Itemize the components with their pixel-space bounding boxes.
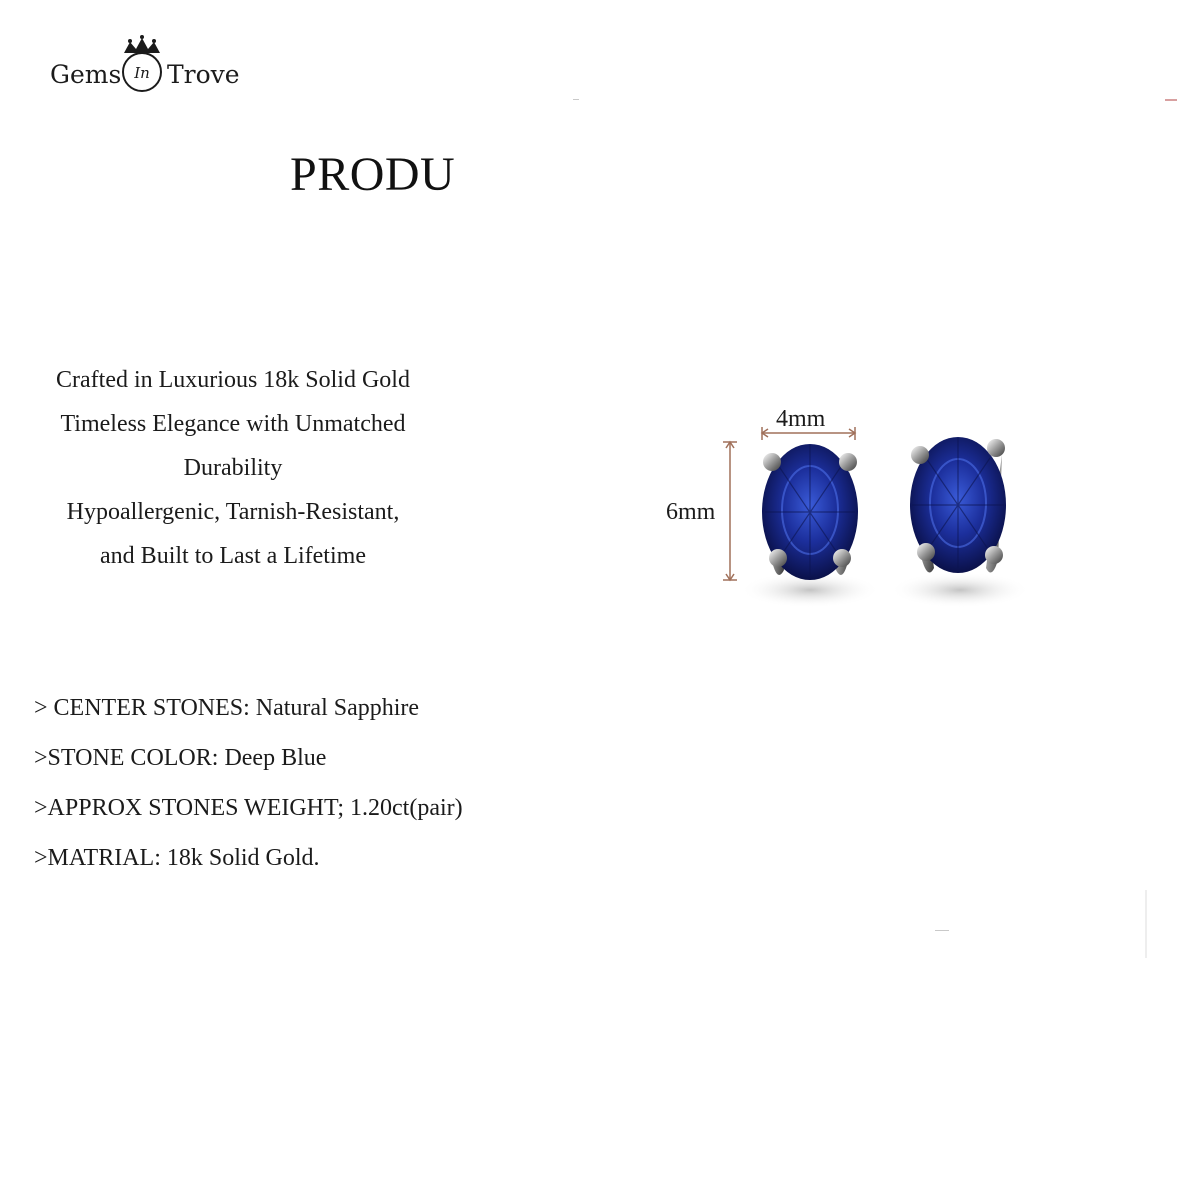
brand-emblem [118, 34, 166, 94]
image-artifact [935, 930, 949, 931]
image-artifact [573, 99, 579, 100]
feature-list [20, 358, 446, 578]
spec-stone-color: >STONE COLOR: Deep Blue [34, 745, 327, 771]
width-label: 4mm [776, 406, 826, 432]
height-label: 6mm [666, 499, 716, 525]
height-dimension-line [723, 442, 737, 580]
spec-stone-weight: >APPROX STONES WEIGHT; 1.20ct(pair) [34, 795, 463, 821]
feature-line: and Built to Last a Lifetime [100, 543, 366, 569]
brand-name-left: Gems [50, 60, 122, 89]
feature-line: Crafted in Luxurious 18k Solid Gold [56, 367, 410, 393]
spec-material: >MATRIAL: 18k Solid Gold. [34, 845, 320, 871]
spec-center-stones: > CENTER STONES: Natural Sapphire [34, 695, 420, 721]
feature-line: Hypoallergenic, Tarnish-Resistant, [66, 499, 400, 525]
image-artifact [1145, 890, 1147, 958]
image-artifact [1165, 99, 1177, 101]
feature-line: Timeless Elegance with Unmatched [60, 411, 406, 437]
sapphire-earrings-illustration [660, 400, 1060, 620]
page-title: PRODU [290, 148, 456, 201]
spec-list [34, 683, 594, 883]
feature-line: Durability [183, 455, 283, 481]
left-earring [740, 444, 880, 608]
brand-name-right: Trove [167, 60, 240, 89]
right-earring [890, 437, 1030, 608]
product-image[interactable] [660, 400, 1060, 620]
brand-logo[interactable] [50, 34, 250, 94]
brand-name-middle: In [134, 64, 150, 82]
